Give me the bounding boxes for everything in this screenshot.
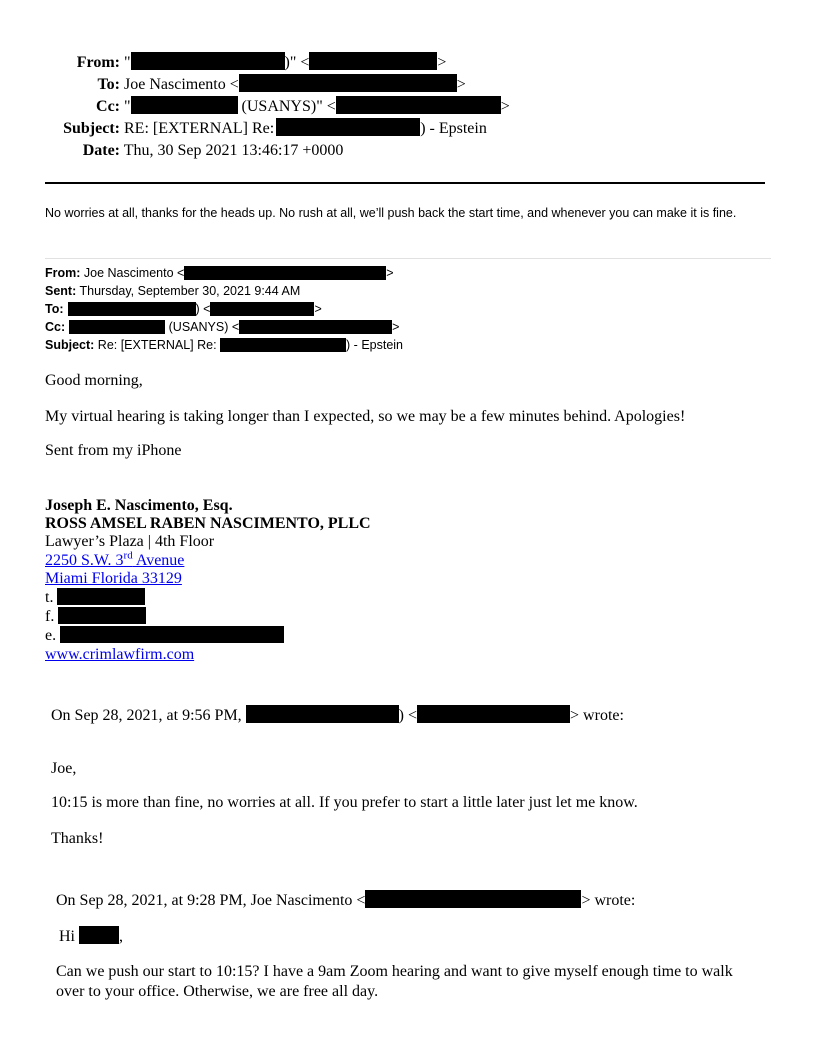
redaction-block <box>69 320 165 334</box>
header-subject-suffix: ) - Epstein <box>420 120 487 137</box>
header-date-label: Date: <box>82 142 120 159</box>
redaction-block <box>58 607 146 624</box>
signature-website-link[interactable]: www.crimlawfirm.com <box>45 645 195 663</box>
quote-2-intro-prefix: On Sep 28, 2021, at 9:28 PM, Joe Nascimento < <box>56 892 366 909</box>
fwd-cc-close: > <box>392 320 400 334</box>
signature-building: Lawyer’s Plaza | 4th Floor <box>45 533 215 551</box>
address-avenue: Avenue <box>132 551 185 569</box>
signature-address-link[interactable] <box>45 549 185 569</box>
redaction-block <box>184 266 386 280</box>
quote-1-intro-mid: ) < <box>398 707 418 724</box>
header-subject-label: Subject: <box>63 120 120 137</box>
fwd-to-label: To: <box>45 302 64 316</box>
quote-2-greeting-suffix: , <box>119 928 123 945</box>
header-to-close: > <box>456 76 466 93</box>
redaction-block <box>79 926 119 944</box>
signature-city-line <box>45 570 371 588</box>
fwd-sent-value: Thursday, September 30, 2021 9:44 AM <box>76 284 301 298</box>
header-cc-label: Cc: <box>96 98 120 115</box>
quote-2-body-line-2: over to your office. Otherwise, we are free all day. <box>56 983 379 1000</box>
header-date-row <box>0 140 343 162</box>
fwd-from-close: > <box>386 266 394 280</box>
address-superscript: rd <box>123 549 133 562</box>
quote-1-intro-suffix: > wrote: <box>570 707 624 724</box>
quote-1-closing: Thanks! <box>51 830 104 847</box>
header-subject-row <box>0 118 487 140</box>
reply-text: No worries at all, thanks for the heads up. No rush at all, we’ll push back the start time, and whenever you can make it is fine. <box>45 206 737 220</box>
signature-firm: ROSS AMSEL RABEN NASCIMENTO, PLLC <box>45 515 371 533</box>
quote-1-body: 10:15 is more than fine, no worries at all. If you prefer to start a little later just let me know. <box>51 794 638 811</box>
fwd-from-value: Joe Nascimento < <box>80 266 185 280</box>
quote-1-intro <box>51 705 624 726</box>
redaction-block <box>336 96 501 114</box>
signature-email-row <box>45 626 371 645</box>
fax-label: f. <box>45 608 55 626</box>
signature-block <box>45 497 371 664</box>
message-sent-from: Sent from my iPhone <box>45 442 182 459</box>
redaction-block <box>239 320 392 334</box>
header-from-row <box>0 52 446 74</box>
fwd-subject-suffix: ) - Epstein <box>346 338 404 352</box>
signature-name: Joseph E. Nascimento, Esq. <box>45 497 233 514</box>
header-from-close: > <box>437 54 447 71</box>
fwd-from-label: From: <box>45 266 81 280</box>
redaction-block <box>60 626 284 643</box>
redaction-block <box>220 338 346 352</box>
fwd-to-mid: ) < <box>195 302 211 316</box>
fwd-to-row <box>45 300 322 318</box>
address-street: 2250 S.W. 3 <box>45 551 124 569</box>
header-from-mid: )" < <box>284 54 310 71</box>
header-subject-prefix: RE: [EXTERNAL] Re: <box>124 120 275 137</box>
signature-address <box>45 549 371 570</box>
fwd-subject-label: Subject: <box>45 338 95 352</box>
redaction-block <box>131 96 238 114</box>
fwd-subject-row <box>45 336 403 354</box>
redaction-block <box>68 302 196 316</box>
tel-label: t. <box>45 589 54 607</box>
fwd-from-row <box>45 264 394 282</box>
header-cc-quote: " <box>124 98 131 115</box>
redaction-block <box>57 588 145 605</box>
quote-2-intro-suffix: > wrote: <box>581 892 636 909</box>
quote-1-greeting: Joe, <box>51 760 77 777</box>
signature-city-link[interactable]: Miami Florida 33129 <box>45 569 182 587</box>
header-cc-close: > <box>500 98 510 115</box>
fwd-to-close: > <box>314 302 322 316</box>
quote-2-greeting <box>59 926 123 947</box>
quote-2-intro <box>56 890 635 911</box>
header-to-value: Joe Nascimento < <box>124 76 239 93</box>
signature-website-line <box>45 646 371 664</box>
message-greeting: Good morning, <box>45 372 143 389</box>
header-date-value: Thu, 30 Sep 2021 13:46:17 +0000 <box>123 142 344 159</box>
fwd-sent-row <box>45 282 300 300</box>
redaction-block <box>246 705 399 723</box>
redaction-block <box>276 118 420 136</box>
fwd-cc-label: Cc: <box>45 320 66 334</box>
message-body: My virtual hearing is taking longer than I expected, so we may be a few minutes behind. Apologies! <box>45 408 686 425</box>
email-label: e. <box>45 627 57 645</box>
signature-tel-row <box>45 588 371 607</box>
redaction-block <box>417 705 570 723</box>
header-cc-mid: (USANYS)" < <box>237 98 336 115</box>
quote-2-body-line-1: Can we push our start to 10:15? I have a 9am Zoom hearing and want to give myself enough time to walk <box>56 963 733 980</box>
header-from-quote: " <box>124 54 131 71</box>
quote-2-body <box>56 962 796 1002</box>
redaction-block <box>210 302 314 316</box>
quote-2-greeting-prefix: Hi <box>59 928 75 945</box>
fwd-cc-row <box>45 318 399 336</box>
header-cc-row <box>0 96 510 118</box>
fwd-subject-prefix: Re: [EXTERNAL] Re: <box>94 338 221 352</box>
redaction-block <box>365 890 581 908</box>
redaction-block <box>131 52 285 70</box>
header-to-label: To: <box>97 76 120 93</box>
redaction-block <box>239 74 457 92</box>
fwd-cc-mid: (USANYS) < <box>165 320 240 334</box>
signature-fax-row <box>45 607 371 626</box>
quote-1-intro-prefix: On Sep 28, 2021, at 9:56 PM, <box>51 707 242 724</box>
header-to-row <box>0 74 466 96</box>
forwarded-divider <box>45 258 771 259</box>
header-from-label: From: <box>76 54 120 71</box>
header-divider <box>45 182 765 184</box>
fwd-sent-label: Sent: <box>45 284 77 298</box>
redaction-block <box>309 52 437 70</box>
